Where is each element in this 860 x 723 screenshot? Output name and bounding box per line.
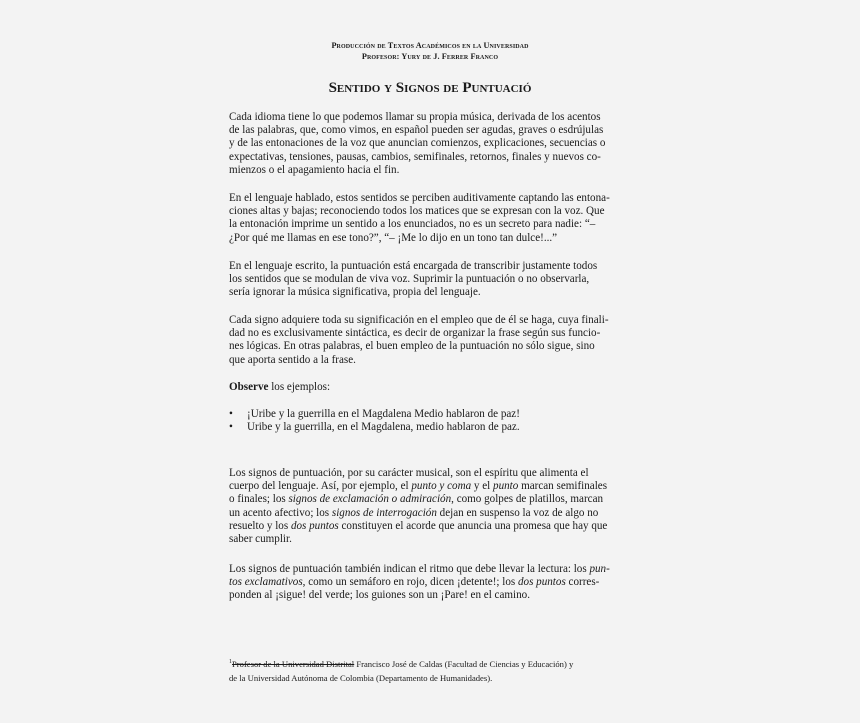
text-run: Los signos de puntuación también indican el ritmo que debe llevar la lectura: los: [229, 563, 590, 575]
italic-term: signos de exclamación o admiración: [288, 493, 452, 506]
text-run: resuelto y los: [229, 519, 291, 532]
text-run: corres-: [565, 576, 600, 589]
text-line: En el lenguaje hablado, estos sentidos se perciben auditivamente captando las entona-: [229, 192, 610, 204]
footnote-line: [229, 655, 639, 671]
text-run: cuerpo del lenguaje. Así, por ejemplo, el: [229, 480, 412, 493]
text-line: Los signos de puntuación, por su carácter musical, son el espíritu que alimenta el: [229, 467, 589, 479]
text-run: , como un semáforo en rojo, dicen ¡detente!; los: [302, 576, 518, 589]
paragraph-1: [229, 111, 634, 177]
text-line: [229, 563, 634, 576]
list-item: [229, 408, 634, 421]
examples-intro: [229, 381, 634, 394]
text-run: , como golpes de platillos, marcan: [451, 493, 604, 506]
italic-term: tos exclamativos: [229, 576, 303, 589]
text-run: un acento afectivo; los: [229, 506, 332, 519]
footnote-struck-text: Profesor de la Universidad Distrital: [232, 658, 355, 669]
footnote: [229, 655, 639, 685]
example-text: Uribe y la guerrilla, en el Magdalena, medio hablaron de paz.: [247, 421, 520, 434]
bullet-icon: •: [229, 408, 233, 420]
text-line: ciones altas y bajas; reconociendo todos los matices que se expresan con la voz. Que: [229, 205, 605, 218]
italic-term: signos de interrogación: [331, 506, 437, 519]
footnote-line: de la Universidad Autónoma de Colombia (Departamento de Humanidades).: [229, 672, 493, 683]
observe-bold: Observe: [229, 381, 269, 393]
example-text: ¡Uribe y la guerrilla en el Magdalena Medio hablaron de paz!: [247, 408, 520, 420]
text-line: los sentidos que se modulan de viva voz. Suprimir la puntuación o no observarla,: [229, 273, 590, 286]
course-title: Producción de Textos Académicos en la Universidad: [331, 41, 529, 50]
text-line: En el lenguaje escrito, la puntuación está encargada de transcribir justamente todos: [229, 260, 598, 272]
running-header: [0, 40, 860, 62]
text-line: que aporta sentido a la frase.: [229, 353, 356, 366]
text-run: constituyen el acorde que anuncia una promesa que hay que: [338, 519, 608, 532]
text-run: y el: [471, 480, 494, 493]
italic-term: pun-: [589, 563, 610, 575]
page-title: Sentido y Signos de Puntuació: [328, 80, 532, 96]
text-line: expectativas, tensiones, pausas, cambios, semifinales, retornos, finales y nuevos co-: [229, 150, 601, 163]
paragraph-7: [229, 563, 634, 603]
text-line: nes lógicas. En otras palabras, el buen empleo de la puntuación no sólo sigue, sino: [229, 340, 595, 353]
text-run: dejan en suspenso la voz de algo no: [436, 506, 599, 519]
examples-intro-text: los ejemplos:: [268, 381, 331, 393]
text-line: y de las entonaciones de la voz que anuncian comienzos, explicaciones, secuencias o: [229, 137, 606, 150]
text-run: marcan semifinales: [518, 480, 608, 493]
text-line: [229, 507, 634, 520]
text-line: mienzos o el apagamiento hacia el fin.: [229, 163, 400, 176]
italic-term: dos puntos: [517, 576, 566, 589]
paragraph-4: [229, 314, 634, 367]
text-line: [229, 576, 634, 589]
text-line: Cada signo adquiere toda su significación en el empleo que de él se haga, cuya finali-: [229, 314, 609, 326]
text-line: dad no es exclusivamente sintáctica, es decir de organizar la frase según sus funcio-: [229, 327, 601, 340]
bullet-icon: •: [229, 421, 233, 434]
text-line: de las palabras, que, como vimos, en español pueden ser agudas, graves o esdrújulas: [229, 124, 604, 137]
text-line: ponden al ¡sigue! del verde; los guiones son un ¡Pare! en el camino.: [229, 589, 530, 602]
text-line: la entonación imprime un sentido a los enunciados, no es un secreto para nadie: “–: [229, 218, 596, 231]
paragraph-3: [229, 260, 634, 300]
text-line: [229, 480, 634, 493]
text-run: o finales; los: [229, 493, 289, 506]
italic-term: punto y coma: [411, 480, 472, 493]
text-line: saber cumplir.: [229, 533, 292, 546]
text-run: Francisco José de Caldas (Facultad de Ciencias y Educación) y: [354, 658, 574, 669]
paragraph-2: [229, 192, 634, 245]
text-line: [229, 520, 634, 533]
text-line: Cada idioma tiene lo que podemos llamar su propia música, derivada de los acentos: [229, 111, 601, 123]
footnote-mark: 1: [229, 659, 232, 665]
text-line: ¿Por qué me llamas en ese tono?”, “– ¡Me lo dijo en un tono tan dulce!...”: [229, 231, 558, 244]
list-item: [229, 421, 634, 434]
professor-name: Profesor: Yury de J. Ferrer Franco: [361, 52, 499, 61]
italic-term: punto: [493, 480, 519, 493]
text-line: [229, 493, 634, 506]
italic-term: dos puntos: [290, 519, 339, 532]
text-line: sería ignorar la música significativa, propia del lenguaje.: [229, 286, 481, 299]
paragraph-6: [229, 467, 634, 546]
examples-list: [229, 408, 634, 434]
